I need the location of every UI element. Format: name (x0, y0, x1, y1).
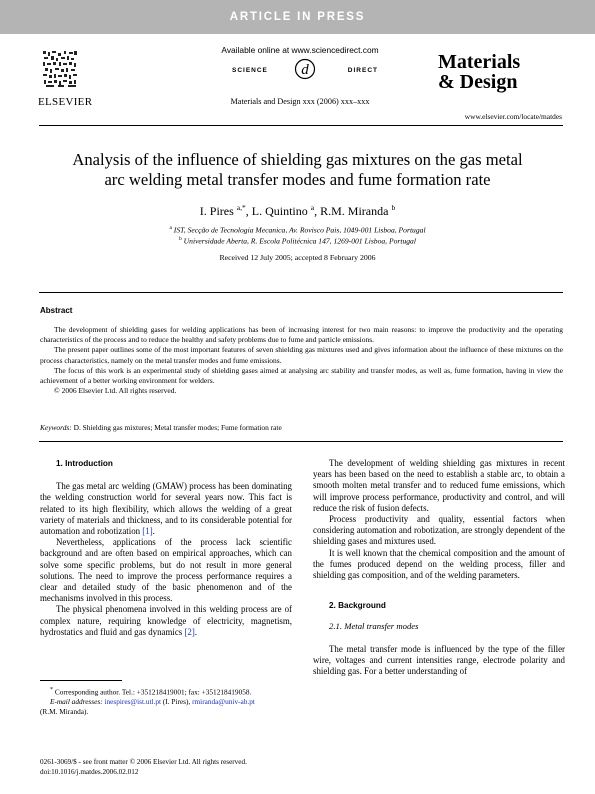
body-paragraph (40, 481, 292, 537)
article-title-line2: arc welding metal transfer modes and fume formation rate (104, 170, 491, 189)
journal-brand-title (438, 52, 564, 92)
keywords-line (40, 423, 563, 432)
abstract-body (40, 325, 563, 396)
body-text: . (152, 526, 155, 537)
journal-citation-line: Materials and Design xxx (2006) xxx–xxx (230, 97, 370, 106)
citation-link[interactable]: [2] (184, 626, 195, 637)
header-divider (39, 125, 563, 126)
subsection-heading-metal-transfer: 2.1. Metal transfer modes (329, 621, 419, 632)
available-online-text: Available online at www.sciencedirect.com (221, 45, 379, 55)
affiliation-text: Universidade Aberta, R. Escola Politécnica 147, 1269-001 Lisboa, Portugal (183, 236, 416, 246)
author-name[interactable]: R.M. Miranda (320, 204, 389, 218)
email-owner-pires: (I. Pires), (161, 697, 193, 707)
doi-line[interactable]: doi:10.1016/j.matdes.2006.02.012 (40, 768, 139, 776)
email-link-pires[interactable]: inespires@ist.utl.pt (104, 697, 162, 707)
sciencedirect-logo (232, 58, 378, 82)
abstract-paragraph: The focus of this work is an experimental study of shielding gases aimed at analysing arc stability and transfer modes, as well as, fume formation, having in view the achievement of a better working environment for welders. (40, 365, 563, 386)
affiliation-b (40, 236, 555, 246)
author-list (40, 203, 555, 219)
article-title (40, 150, 555, 190)
abstract-heading: Abstract (40, 306, 73, 315)
author-separator: , (245, 204, 252, 218)
body-paragraph: The development of welding shielding gas mixtures in recent years has been based on the need to establish a stable arc, to obtain a smooth molten metal transfer and to reduced fume emissions, which will improve process performance, productivity and control, and will reduce the risk of fusion defects. (313, 458, 565, 513)
footnote-email-line (40, 697, 292, 707)
body-paragraph (40, 604, 292, 638)
abstract-top-divider (39, 292, 563, 293)
elsevier-tree-emblem-icon (42, 50, 78, 88)
email-link-miranda[interactable]: rmiranda@univ-ab.pt (192, 697, 255, 707)
author-affiliation-mark[interactable]: b (391, 203, 396, 212)
citation-link[interactable]: [1] (142, 526, 153, 537)
body-text: The physical phenomena involved in this welding process are of complex nature, requiring knowledge of electricity, magnetism, hydrostatics and fluid and gas dynamics (40, 604, 292, 637)
journal-brand-line2: & Design (438, 71, 518, 93)
keywords-text: D. Shielding gas mixtures; Metal transfer modes; Fume formation rate (73, 423, 282, 432)
affiliation-text: IST, Secção de Tecnologia Mecanica, Av. Rovisco Pais, 1049-001 Lisboa, Portugal (173, 225, 426, 235)
publisher-name: ELSEVIER (38, 96, 93, 108)
author-separator: , (314, 204, 321, 218)
footnote-corresponding-line (40, 686, 292, 697)
body-paragraph: The metal transfer mode is influenced by the type of the filler wire, voltages and current intensities range, electrode polarity and shielding gas. For a better understanding of (313, 643, 565, 677)
sciencedirect-left-word: SCIENCE (232, 67, 268, 74)
affiliation-a (40, 225, 555, 235)
section-heading-background: 2. Background (329, 601, 386, 611)
keywords-label: Keywords: (40, 423, 72, 432)
footnote-mark: * (50, 687, 54, 693)
issn-copyright-line: 0261-3069/$ - see front matter © 2006 Elsevier Ltd. All rights reserved. (40, 758, 247, 766)
left-column (40, 458, 292, 638)
abstract-paragraph: The present paper outlines some of the most important features of seven shielding gas mixtures used and gives information about the influence of these mixtures on the process characteristics, namely on the metal transfer modes and fume emissions. (40, 345, 563, 365)
body-text: . (194, 626, 198, 637)
right-column (313, 458, 565, 677)
section-heading-introduction: 1. Introduction (56, 459, 113, 468)
received-dates: Received 12 July 2005; accepted 8 February 2006 (219, 253, 376, 262)
footnote-email-owner-line: (R.M. Miranda). (40, 706, 89, 716)
front-matter-info (40, 757, 340, 777)
affiliation-mark: b (179, 236, 182, 242)
journal-url-link[interactable]: www.elsevier.com/locate/matdes (464, 112, 562, 121)
footnote-divider (40, 680, 122, 681)
body-paragraph: Nevertheless, applications of the process lack scientific background and are often based on empirical approaches, which can solve some specific problems, but do not result in more general solutions. The need to improve the process performance requires a clear and detailed study of the basic phenomenon and of the mechanisms involved in this process. (40, 537, 292, 604)
footnote-corresponding-text: Corresponding author. Tel.: +351218419001; fax: +351218419058. (54, 687, 252, 697)
author-affiliation-mark[interactable]: a,* (236, 203, 246, 212)
abstract-bottom-divider (39, 441, 563, 442)
affiliation-mark: a (169, 225, 172, 231)
author-name[interactable]: I. Pires (199, 204, 234, 218)
author-name[interactable]: L. Quintino (251, 204, 308, 218)
corresponding-author-footnote (40, 686, 292, 716)
footnote-email-label: E-mail addresses: (50, 697, 103, 707)
svg-text:d: d (301, 62, 309, 78)
author-affiliation-mark[interactable]: a (310, 203, 315, 212)
journal-brand-line1: Materials (438, 51, 521, 73)
sciencedirect-d-logo-icon (294, 58, 316, 80)
article-title-line1: Analysis of the influence of shielding gas mixtures on the gas metal (72, 150, 523, 169)
body-paragraph: Process productivity and quality, essential factors when considering automation and robotization, are strongly dependent of the shielding gases and mixtures used. (313, 514, 565, 547)
abstract-paragraph: The development of shielding gases for welding applications has been of increasing interest for two main reasons: to improve the productivity and the operating characteristics of the process and to reduce the healthy and safety problems due to fume and particle emissions. (40, 325, 563, 345)
body-paragraph: It is well known that the chemical composition and the amount of the fumes produced depend on the welding process, filler and shielding gas composition, and of the welding parameters. (313, 547, 565, 581)
article-in-press-banner: ARTICLE IN PRESS (0, 0, 595, 34)
sciencedirect-right-word: DIRECT (347, 67, 378, 74)
body-text: The gas metal arc welding (GMAW) process has been dominating the welding construction world for several years now. This fact is related to its high flexibility, which allows the welding of a great variety of materials and thickness, and to its considerable potential for automation and robotization (40, 481, 292, 537)
abstract-copyright: © 2006 Elsevier Ltd. All rights reserved. (54, 386, 177, 396)
